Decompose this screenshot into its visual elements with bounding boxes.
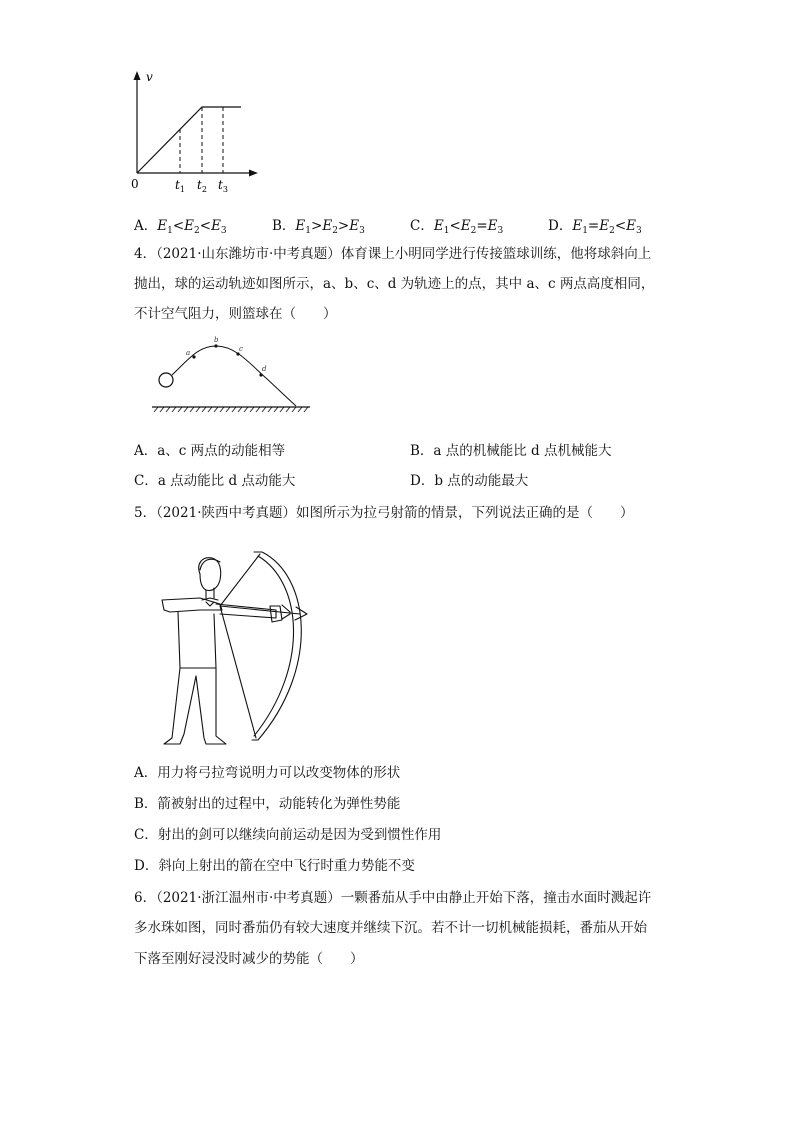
velocity-line [137, 107, 241, 173]
energy-symbol: E [572, 218, 583, 234]
option-letter: A． [134, 765, 158, 781]
q4-stem-line-1: 4．（2021·山东潍坊市·中考真题）体育课上小明同学进行传接篮球训练，他将球斜向上 [134, 246, 652, 262]
option-letter: C． [134, 473, 158, 489]
option-letter: C． [134, 827, 158, 843]
option-letter: D． [548, 218, 573, 234]
relation: > [337, 218, 350, 234]
t2-label: $t_2$ [197, 178, 207, 194]
option-text: a 点的机械能比 d 点机械能大 [433, 443, 612, 459]
velocity-time-graph [120, 66, 270, 196]
q5-option-c[interactable] [134, 820, 441, 850]
energy-symbol: E [184, 218, 195, 234]
q3-option-a[interactable] [134, 214, 227, 236]
option-letter: D． [410, 473, 435, 489]
ground-hatching [154, 407, 308, 412]
subscript: 2 [609, 226, 615, 236]
option-text: b 点的动能最大 [434, 473, 529, 489]
energy-symbol: E [460, 218, 471, 234]
q6-stem-line-1: 6．（2021·浙江温州市·中考真题）一颗番茄从手中由静止开始下落，撞击水面时溅起许 [134, 890, 652, 906]
archer-head [199, 558, 221, 591]
energy-symbol: E [433, 218, 444, 234]
option-letter: B． [272, 218, 296, 234]
option-letter: D． [134, 858, 159, 874]
x-axis-arrow [249, 170, 258, 177]
subscript: 2 [194, 226, 200, 236]
option-text: 斜向上射出的箭在空中飞行时重力势能不变 [158, 858, 415, 874]
point-a-dot [192, 355, 195, 358]
basketball [159, 373, 173, 387]
bow-outer [258, 552, 301, 740]
q6-stem-line-2: 多水珠如图，同时番茄仍有较大速度并继续下沉。若不计一切机械能损耗，番茄从开始 [134, 920, 647, 936]
archer-hair [200, 559, 220, 570]
relation: = [476, 218, 488, 234]
basketball-trajectory-figure [150, 334, 312, 416]
relation: < [172, 218, 185, 234]
q3-option-b[interactable] [272, 214, 365, 236]
energy-symbol: E [599, 218, 610, 234]
energy-symbol: E [211, 218, 221, 234]
option-letter: A． [134, 218, 158, 234]
q4-option-a[interactable] [134, 436, 285, 466]
energy-symbol: E [349, 218, 360, 234]
option-letter: A． [134, 443, 158, 459]
q5-stem-line-1: 5．（2021·陕西中考真题）如图所示为拉弓射箭的情景，下列说法正确的是（ ） [134, 505, 634, 521]
point-d-label: d [262, 365, 267, 373]
q3-option-d[interactable] [548, 214, 642, 236]
point-a-label: a [186, 349, 191, 357]
option-text: 射出的剑可以继续向前运动是因为受到惯性作用 [157, 827, 442, 843]
t3-label: $t_3$ [218, 178, 228, 194]
subscript: 1 [167, 226, 173, 236]
point-c-label: c [239, 345, 243, 353]
relation: < [449, 218, 461, 234]
point-b-dot [214, 344, 217, 347]
bow-inner [254, 556, 294, 736]
archer-torso [178, 612, 216, 668]
option-letter: B． [410, 443, 434, 459]
energy-symbol: E [157, 218, 168, 234]
archer-right-leg [196, 668, 226, 744]
subscript: 1 [443, 226, 450, 236]
option-letter: B． [134, 796, 158, 812]
point-d-dot [259, 373, 262, 376]
subscript: 3 [497, 226, 504, 236]
q5-option-b[interactable] [134, 789, 400, 819]
trajectory-curve [172, 346, 296, 406]
subscript: 3 [636, 226, 642, 236]
bow-string [220, 554, 260, 738]
energy-symbol: E [295, 218, 306, 234]
q4-stem-line-3: 不计空气阻力，则篮球在（ ） [134, 306, 337, 322]
q4-option-d[interactable] [410, 466, 528, 496]
point-b-label: b [214, 336, 219, 344]
q5-option-d[interactable] [134, 851, 415, 881]
subscript: 3 [359, 226, 365, 236]
energy-symbol: E [322, 218, 333, 234]
subscript: 1 [305, 226, 312, 236]
energy-symbol: E [626, 218, 636, 234]
relation: < [614, 218, 627, 234]
q4-option-c[interactable] [134, 466, 295, 496]
option-text: 用力将弓拉弯说明力可以改变物体的形状 [157, 765, 401, 781]
t1-label: $t_1$ [175, 178, 185, 194]
q6-stem-line-3: 下落至刚好浸没时减少的势能（ ） [134, 951, 364, 967]
y-axis-arrow [134, 71, 141, 80]
relation: = [587, 218, 600, 234]
option-text: a 点动能比 d 点动能大 [157, 473, 296, 489]
q4-stem-line-2: 抛出，球的运动轨迹如图所示，a、b、c、d 为轨迹上的点，其中 a、c 两点高度相同， [134, 276, 655, 292]
subscript: 2 [470, 226, 477, 236]
archer-figure [150, 548, 315, 750]
origin-label: 0 [131, 177, 139, 191]
subscript: 1 [582, 226, 588, 236]
subscript: 2 [332, 226, 338, 236]
archer-rear-arm [162, 598, 222, 612]
q3-option-c[interactable] [410, 214, 503, 236]
relation: < [199, 218, 212, 234]
option-text: a、c 两点的动能相等 [157, 443, 286, 459]
q5-option-a[interactable] [134, 758, 400, 788]
q4-option-b[interactable] [410, 436, 612, 466]
archer-left-leg [164, 668, 196, 744]
energy-symbol: E [487, 218, 498, 234]
option-letter: C． [410, 218, 434, 234]
subscript: 3 [220, 226, 227, 236]
relation: > [311, 218, 323, 234]
option-text: 箭被射出的过程中，动能转化为弹性势能 [157, 796, 401, 812]
y-axis-label: v [146, 70, 153, 84]
